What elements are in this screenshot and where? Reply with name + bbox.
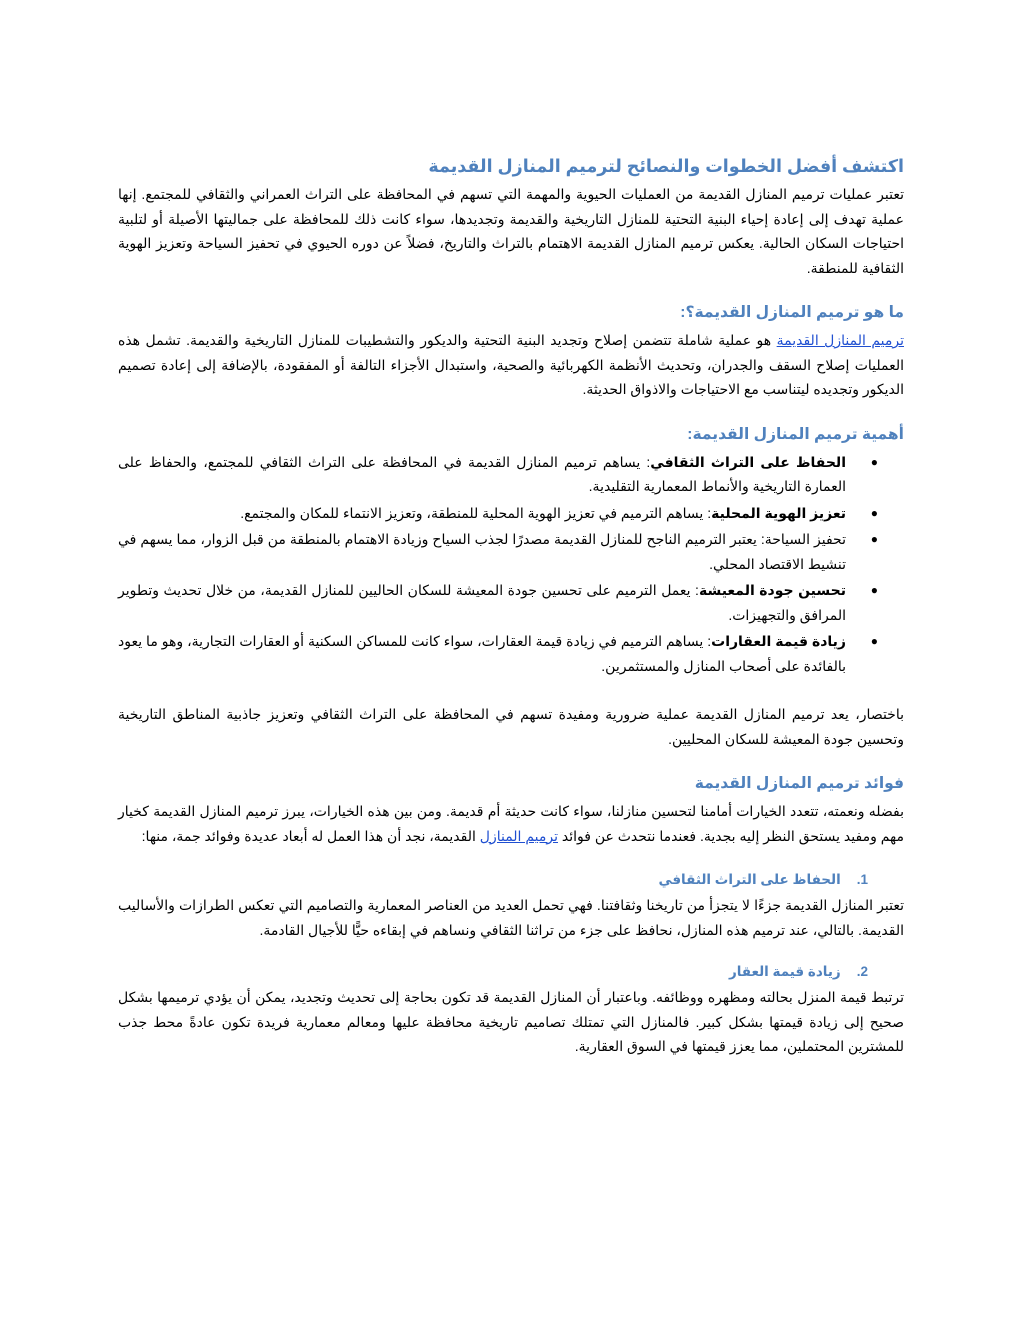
- list-item: [118, 527, 878, 576]
- list-item: ● زيادة قيمة العقارات: يساهم الترميم في زيادة قيمة العقارات، سواء كانت للمساكن السكنية أو العقارات التجارية، وهو ما يعود بالفائدة على أصحاب المنازل والمستثمرين.: [118, 629, 878, 678]
- list-item-label: زيادة قيمة العقارات: [711, 633, 846, 649]
- list-item-text: يساهم الترميم في تعزيز الهوية المحلية للمنطقة، وتعزيز الانتماء للمكان والمجتمع.: [240, 504, 704, 521]
- bullet-icon: ●: [870, 634, 878, 648]
- section-heading-what-is: ما هو ترميم المنازل القديمة؟:: [680, 304, 904, 321]
- list-item-label: تعزيز الهوية المحلية: [711, 504, 846, 521]
- bullet-icon: ●: [870, 454, 878, 469]
- list-item-label: الحفاظ على التراث الثقافي: [650, 453, 846, 470]
- list-item-text: يعمل الترميم على تحسين جودة المعيشة للسكان الحاليين للمنازل القديمة، من خلال تحديث وتطوير المرافق والتجهيزات.: [118, 582, 846, 623]
- restoration-link[interactable]: ترميم المنازل: [479, 827, 558, 844]
- list-item: ● الحفاظ على التراث الثقافي: يساهم ترميم المنازل القديمة في المحافظة على التراث الثقافي للمجتمع، والحفاظ على العمارة التاريخية والأنماط المعمارية التقليدية.: [118, 450, 878, 499]
- benefits-paragraph: بفضله ونعمته، تتعدد الخيارات أمامنا لتحسين منازلنا، سواء كانت حديثة أم قديمة. ومن بين هذه الخيارات، يبرز ترميم المنازل القديمة كخيار مهم ومفيد يستحق النظر إليه بجدية. فعندما نتحدث عن فوائد ترميم المنازل القديمة، نجد أن هذا العمل له أبعاد عديدة وفوائد جمة، منها:: [118, 803, 904, 844]
- property-value-paragraph: ترتبط قيمة المنزل بحالته ومظهره ووظائفه. وباعتبار أن المنازل القديمة قد تكون بحاجة إلى تحديث وتجديد، يمكن أن يؤدي ترميمها بشكل صحيح إلى زيادة قيمتها بشكل كبير. فالمنازل التي تمتلك تصاميم تاريخية محافظة عليها ومعالم معمارية فريدة تكون عادةً محط جذب للمشترين المحتملين، مما يعزز قيمتها في السوق العقارية.: [118, 989, 904, 1054]
- subsection-heading-property-value: 2.زيادة قيمة العقار: [118, 962, 904, 982]
- list-item-text: تحفيز السياحة: يعتبر الترميم الناجح للمنازل القديمة مصدرًا لجذب السياح وزيادة الاهتمام بالمنطقة من قبل الزوار، مما يسهم في تنشيط الاقتصاد المحلي.: [118, 531, 846, 572]
- bullet-icon: ●: [870, 583, 878, 597]
- list-item: ● تعزيز الهوية المحلية: يساهم الترميم في تعزيز الهوية المحلية للمنطقة، وتعزيز الانتماء للمكان والمجتمع.: [118, 501, 878, 526]
- list-item: ● تحسين جودة المعيشة: يعمل الترميم على تحسين جودة المعيشة للسكان الحاليين للمنازل القديمة، من خلال تحديث وتطوير المرافق والتجهيزات.: [118, 578, 878, 627]
- bullet-icon: ●: [870, 505, 878, 520]
- what-is-paragraph: [118, 328, 904, 402]
- subsection-heading-heritage: 1.الحفاظ على التراث الثقافي: [118, 870, 904, 890]
- bullet-icon: ●: [870, 532, 878, 546]
- heritage-paragraph: تعتبر المنازل القديمة جزءًا لا يتجزأ من تاريخنا وثقافتنا. فهي تحمل العديد من العناصر المعمارية والتصاميم التي تعكس الطرازات والأساليب القديمة. بالتالي، عند ترميم هذه المنازل، نحافظ على جزء من تراثنا الثقافي ونساهم في إبقاءه حيًّا للأجيال القادمة.: [118, 897, 904, 938]
- intro-paragraph: تعتبر عمليات ترميم المنازل القديمة من العمليات الحيوية والمهمة التي تسهم في المحافظة على التراث العمراني والثقافي للمجتمع. إنها عملية تهدف إلى إعادة إحياء البنية التحتية للمنازل التاريخية والقديمة وتجديدها، سواء كانت ذلك للمحافظة على جماليتها الأصيلة أو لتلبية احتياجات السكان الحالية. يعكس ترميم المنازل القديمة الاهتمام بالتراث والتاريخ، فضلاً عن دوره الحيوي في تحفيز السياحة وتعزيز الهوية الثقافية للمنطقة.: [118, 186, 904, 276]
- document-page: [118, 154, 904, 1059]
- list-item-label: تحسين جودة المعيشة: [698, 582, 846, 598]
- subsection-number: 1.: [856, 872, 868, 887]
- document-title: اكتشف أفضل الخطوات والنصائح لترميم المنازل القديمة: [428, 156, 904, 176]
- section-heading-benefits: فوائد ترميم المنازل القديمة: [694, 775, 904, 792]
- restoration-link[interactable]: ترميم المنازل القديمة: [776, 332, 904, 348]
- subsection-number: 2.: [856, 964, 868, 979]
- importance-list: [118, 450, 904, 679]
- summary-paragraph: باختصار، يعد ترميم المنازل القديمة عملية ضرورية ومفيدة تسهم في المحافظة على التراث الثقافي وتعزيز جاذبية المناطق التاريخية وتحسين جودة المعيشة للسكان المحليين.: [118, 706, 904, 747]
- list-item-text: يساهم الترميم في زيادة قيمة العقارات، سواء كانت للمساكن السكنية أو العقارات التجارية، وهو ما يعود بالفائدة على أصحاب المنازل والمستثمرين.: [118, 633, 846, 674]
- list-item-text: يساهم ترميم المنازل القديمة في المحافظة على التراث الثقافي للمجتمع، والحفاظ على العمارة التاريخية والأنماط المعمارية التقليدية.: [118, 453, 846, 494]
- what-is-body: هو عملية شاملة تتضمن إصلاح وتجديد البنية التحتية والديكور والتشطيبات للمنازل التاريخية والقديمة. تشمل هذه العمليات إصلاح السقف والجدران، وتحديث الأنظمة الكهربائية والصحية، واستبدال الأجزاء التالفة أو المفقودة، بالإضافة إلى إعادة تصميم الديكور وتجديده ليتناسب مع الاحتياجات والاذواق الحديثة.: [118, 332, 904, 397]
- section-heading-importance: أهمية ترميم المنازل القديمة:: [687, 425, 904, 443]
